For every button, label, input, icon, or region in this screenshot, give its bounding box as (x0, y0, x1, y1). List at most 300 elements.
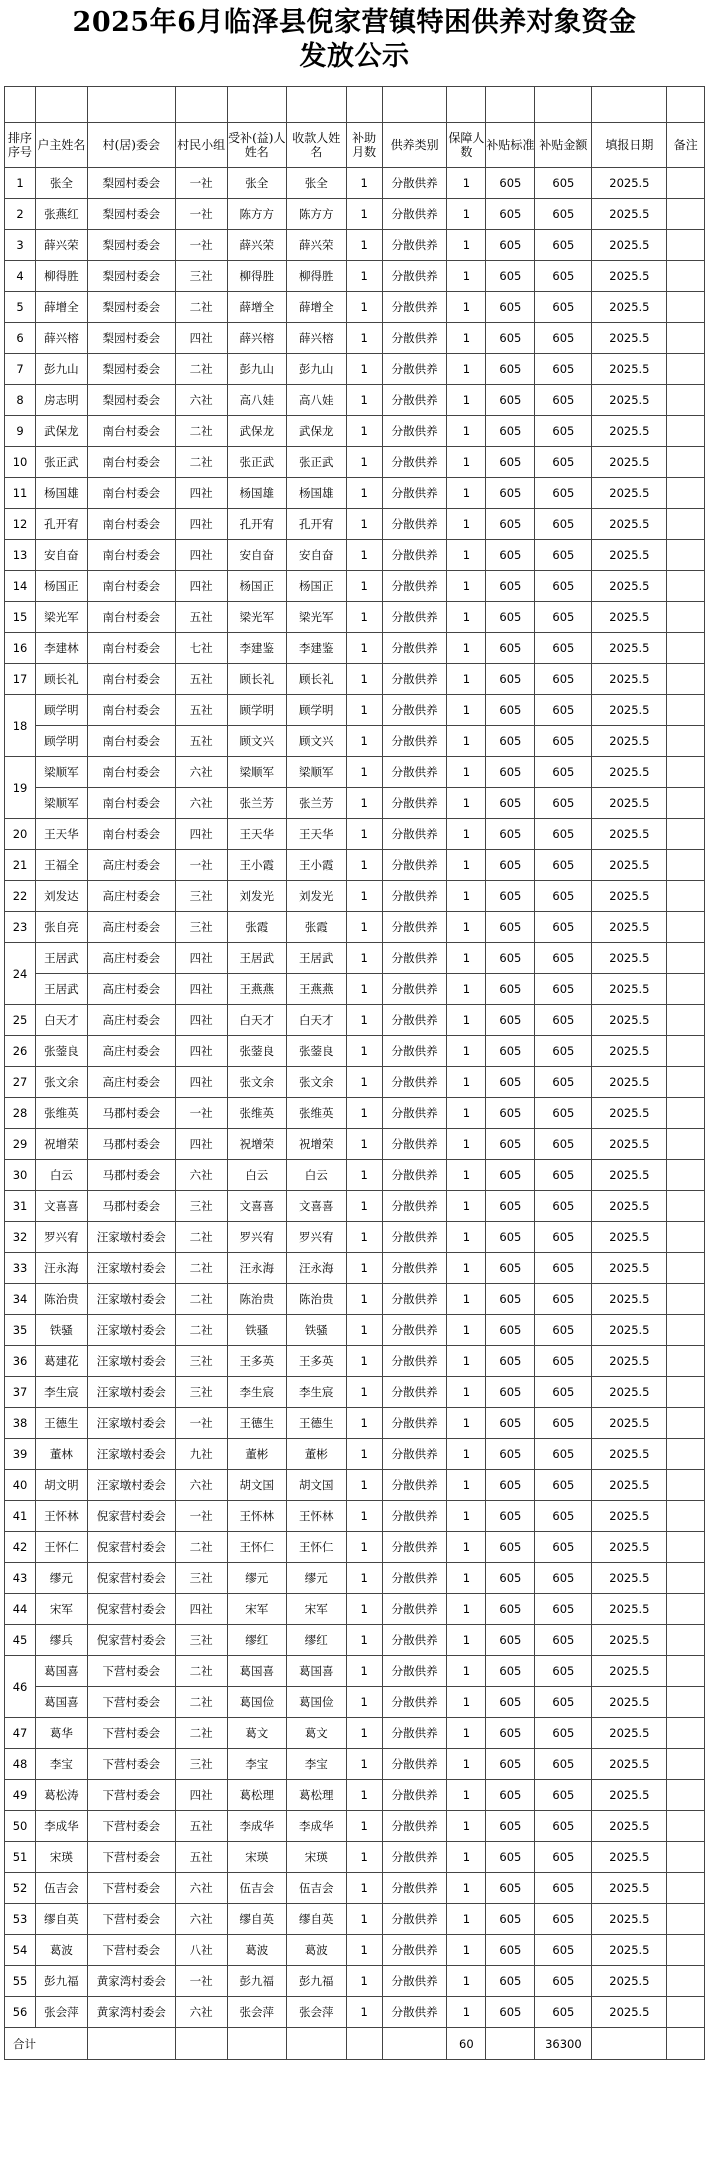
cell-category: 分散供养 (382, 1191, 447, 1222)
cell-standard: 605 (486, 261, 535, 292)
cell-seq: 28 (5, 1098, 36, 1129)
cell-head: 顾长礼 (36, 664, 88, 695)
cell-date: 2025.5 (592, 1501, 667, 1532)
cell-standard: 605 (486, 168, 535, 199)
cell-standard: 605 (486, 1191, 535, 1222)
cell-standard: 605 (486, 664, 535, 695)
cell-standard: 605 (486, 416, 535, 447)
cell-payee: 董彬 (287, 1439, 347, 1470)
cell-group: 四社 (175, 509, 227, 540)
cell-village: 下营村委会 (87, 1904, 175, 1935)
cell-village: 高庄村委会 (87, 912, 175, 943)
cell-group: 一社 (175, 1501, 227, 1532)
cell-payee: 高八娃 (287, 385, 347, 416)
cell-note (667, 819, 705, 850)
cell-category: 分散供养 (382, 1625, 447, 1656)
cell-payee: 张蓥良 (287, 1036, 347, 1067)
cell-seq: 12 (5, 509, 36, 540)
cell-category: 分散供养 (382, 385, 447, 416)
cell-persons: 1 (447, 664, 486, 695)
cell-village: 马郡村委会 (87, 1191, 175, 1222)
cell-months: 1 (346, 1036, 382, 1067)
cell-persons: 1 (447, 199, 486, 230)
cell-head: 董林 (36, 1439, 88, 1470)
cell-seq: 1 (5, 168, 36, 199)
cell-seq: 22 (5, 881, 36, 912)
cell-group: 三社 (175, 1749, 227, 1780)
cell-payee: 杨国雄 (287, 478, 347, 509)
total-empty-cell (667, 2028, 705, 2060)
cell-group: 三社 (175, 261, 227, 292)
cell-standard: 605 (486, 1067, 535, 1098)
cell-beneficiary: 顾长礼 (227, 664, 287, 695)
cell-seq: 39 (5, 1439, 36, 1470)
cell-months: 1 (346, 1563, 382, 1594)
cell-note (667, 1470, 705, 1501)
cell-months: 1 (346, 416, 382, 447)
cell-village: 南台村委会 (87, 819, 175, 850)
cell-standard: 605 (486, 385, 535, 416)
total-empty-cell (486, 2028, 535, 2060)
cell-date: 2025.5 (592, 323, 667, 354)
cell-persons: 1 (447, 571, 486, 602)
cell-payee: 缪自英 (287, 1904, 347, 1935)
cell-date: 2025.5 (592, 1067, 667, 1098)
cell-head: 孔开宥 (36, 509, 88, 540)
cell-months: 1 (346, 385, 382, 416)
cell-months: 1 (346, 881, 382, 912)
cell-amount: 605 (535, 1811, 592, 1842)
cell-persons: 1 (447, 1718, 486, 1749)
cell-group: 四社 (175, 540, 227, 571)
cell-group: 二社 (175, 354, 227, 385)
cell-persons: 1 (447, 1222, 486, 1253)
cell-note (667, 571, 705, 602)
cell-category: 分散供养 (382, 850, 447, 881)
table-row (5, 292, 705, 323)
cell-persons: 1 (447, 509, 486, 540)
cell-months: 1 (346, 1098, 382, 1129)
table-row (5, 1036, 705, 1067)
cell-note (667, 1222, 705, 1253)
cell-group: 五社 (175, 1842, 227, 1873)
cell-persons: 1 (447, 261, 486, 292)
cell-persons: 1 (447, 1594, 486, 1625)
cell-date: 2025.5 (592, 261, 667, 292)
cell-group: 一社 (175, 1966, 227, 1997)
table-row (5, 509, 705, 540)
cell-note (667, 1532, 705, 1563)
cell-date: 2025.5 (592, 292, 667, 323)
cell-amount: 605 (535, 1284, 592, 1315)
cell-amount: 605 (535, 695, 592, 726)
cell-seq: 3 (5, 230, 36, 261)
cell-village: 南台村委会 (87, 540, 175, 571)
cell-head: 杨国雄 (36, 478, 88, 509)
cell-head: 薛增全 (36, 292, 88, 323)
table-row (5, 1067, 705, 1098)
cell-beneficiary: 李成华 (227, 1811, 287, 1842)
cell-beneficiary: 顾学明 (227, 695, 287, 726)
cell-head: 葛国喜 (36, 1656, 88, 1687)
cell-group: 五社 (175, 664, 227, 695)
cell-standard: 605 (486, 788, 535, 819)
cell-group: 六社 (175, 1997, 227, 2028)
cell-category: 分散供养 (382, 1377, 447, 1408)
cell-beneficiary: 张兰芳 (227, 788, 287, 819)
total-empty-cell (382, 2028, 447, 2060)
cell-persons: 1 (447, 385, 486, 416)
cell-amount: 605 (535, 1749, 592, 1780)
table-row (5, 416, 705, 447)
cell-persons: 1 (447, 1625, 486, 1656)
cell-months: 1 (346, 571, 382, 602)
cell-amount: 605 (535, 1005, 592, 1036)
cell-group: 六社 (175, 1873, 227, 1904)
header-row (5, 123, 705, 168)
cell-category: 分散供养 (382, 1532, 447, 1563)
cell-date: 2025.5 (592, 788, 667, 819)
cell-payee: 薛兴荣 (287, 230, 347, 261)
cell-months: 1 (346, 1656, 382, 1687)
cell-payee: 伍吉会 (287, 1873, 347, 1904)
cell-persons: 1 (447, 447, 486, 478)
cell-date: 2025.5 (592, 1129, 667, 1160)
cell-months: 1 (346, 1470, 382, 1501)
cell-persons: 1 (447, 1749, 486, 1780)
cell-head: 白天才 (36, 1005, 88, 1036)
column-header: 收款人姓名 (287, 123, 347, 168)
cell-months: 1 (346, 292, 382, 323)
cell-note (667, 1439, 705, 1470)
cell-date: 2025.5 (592, 1284, 667, 1315)
table-row (5, 385, 705, 416)
cell-seq: 56 (5, 1997, 36, 2028)
cell-category: 分散供养 (382, 1036, 447, 1067)
cell-date: 2025.5 (592, 1718, 667, 1749)
cell-village: 下营村委会 (87, 1935, 175, 1966)
cell-head: 汪永海 (36, 1253, 88, 1284)
cell-standard: 605 (486, 850, 535, 881)
cell-beneficiary: 张正武 (227, 447, 287, 478)
table-row (5, 943, 705, 974)
table-row (5, 354, 705, 385)
cell-months: 1 (346, 1904, 382, 1935)
cell-persons: 1 (447, 1098, 486, 1129)
cell-beneficiary: 薛兴荣 (227, 230, 287, 261)
cell-payee: 张霞 (287, 912, 347, 943)
cell-payee: 王小霞 (287, 850, 347, 881)
cell-village: 下营村委会 (87, 1656, 175, 1687)
cell-note (667, 1997, 705, 2028)
cell-months: 1 (346, 447, 382, 478)
cell-group: 二社 (175, 1532, 227, 1563)
cell-date: 2025.5 (592, 1346, 667, 1377)
cell-head: 葛波 (36, 1935, 88, 1966)
cell-village: 倪家营村委会 (87, 1563, 175, 1594)
cell-seq: 48 (5, 1749, 36, 1780)
table-row (5, 1005, 705, 1036)
total-row (5, 2028, 705, 2060)
cell-amount: 605 (535, 1408, 592, 1439)
cell-months: 1 (346, 1625, 382, 1656)
cell-group: 四社 (175, 1594, 227, 1625)
cell-group: 一社 (175, 1098, 227, 1129)
cell-group: 二社 (175, 1687, 227, 1718)
cell-category: 分散供养 (382, 1470, 447, 1501)
cell-persons: 1 (447, 416, 486, 447)
cell-months: 1 (346, 1811, 382, 1842)
cell-persons: 1 (447, 633, 486, 664)
cell-village: 高庄村委会 (87, 850, 175, 881)
cell-head: 张燕红 (36, 199, 88, 230)
cell-category: 分散供养 (382, 323, 447, 354)
cell-group: 五社 (175, 726, 227, 757)
cell-beneficiary: 董彬 (227, 1439, 287, 1470)
table-row (5, 881, 705, 912)
cell-category: 分散供养 (382, 1687, 447, 1718)
cell-standard: 605 (486, 1160, 535, 1191)
cell-seq: 17 (5, 664, 36, 695)
cell-group: 二社 (175, 1315, 227, 1346)
total-empty-cell (87, 2028, 175, 2060)
cell-persons: 1 (447, 1501, 486, 1532)
cell-village: 梨园村委会 (87, 292, 175, 323)
cell-village: 南台村委会 (87, 726, 175, 757)
cell-payee: 李宝 (287, 1749, 347, 1780)
cell-seq: 14 (5, 571, 36, 602)
cell-months: 1 (346, 1408, 382, 1439)
cell-head: 陈治贵 (36, 1284, 88, 1315)
cell-standard: 605 (486, 1439, 535, 1470)
cell-category: 分散供养 (382, 1656, 447, 1687)
cell-head: 宋军 (36, 1594, 88, 1625)
cell-beneficiary: 汪永海 (227, 1253, 287, 1284)
table-row (5, 602, 705, 633)
cell-months: 1 (346, 1191, 382, 1222)
cell-seq: 30 (5, 1160, 36, 1191)
cell-payee: 彭九山 (287, 354, 347, 385)
cell-head: 梁光军 (36, 602, 88, 633)
cell-village: 高庄村委会 (87, 1036, 175, 1067)
cell-persons: 1 (447, 1687, 486, 1718)
cell-note (667, 1656, 705, 1687)
cell-note (667, 168, 705, 199)
cell-seq: 5 (5, 292, 36, 323)
cell-head: 张会萍 (36, 1997, 88, 2028)
total-amount: 36300 (535, 2028, 592, 2060)
cell-note (667, 881, 705, 912)
cell-group: 五社 (175, 1811, 227, 1842)
cell-payee: 王怀仁 (287, 1532, 347, 1563)
cell-head: 王怀仁 (36, 1532, 88, 1563)
cell-category: 分散供养 (382, 1780, 447, 1811)
cell-months: 1 (346, 168, 382, 199)
cell-beneficiary: 葛国俭 (227, 1687, 287, 1718)
cell-group: 四社 (175, 1129, 227, 1160)
cell-note (667, 1904, 705, 1935)
cell-payee: 白云 (287, 1160, 347, 1191)
cell-head: 文喜喜 (36, 1191, 88, 1222)
cell-persons: 1 (447, 168, 486, 199)
column-header: 保障人数 (447, 123, 486, 168)
cell-village: 南台村委会 (87, 571, 175, 602)
cell-note (667, 1160, 705, 1191)
cell-amount: 605 (535, 664, 592, 695)
cell-seq: 25 (5, 1005, 36, 1036)
cell-village: 汪家墩村委会 (87, 1253, 175, 1284)
cell-date: 2025.5 (592, 1997, 667, 2028)
cell-standard: 605 (486, 1780, 535, 1811)
cell-standard: 605 (486, 1563, 535, 1594)
cell-seq: 38 (5, 1408, 36, 1439)
cell-note (667, 1346, 705, 1377)
cell-date: 2025.5 (592, 1036, 667, 1067)
cell-category: 分散供养 (382, 416, 447, 447)
table-row (5, 261, 705, 292)
cell-beneficiary: 武保龙 (227, 416, 287, 447)
cell-beneficiary: 梁光军 (227, 602, 287, 633)
total-persons: 60 (447, 2028, 486, 2060)
cell-head: 张正武 (36, 447, 88, 478)
cell-head: 李建林 (36, 633, 88, 664)
column-header: 补贴金额 (535, 123, 592, 168)
cell-amount: 605 (535, 1315, 592, 1346)
cell-seq: 42 (5, 1532, 36, 1563)
cell-amount: 605 (535, 292, 592, 323)
cell-note (667, 1315, 705, 1346)
cell-group: 一社 (175, 230, 227, 261)
page-title-line2: 发放公示 (299, 41, 410, 72)
table-row (5, 850, 705, 881)
cell-persons: 1 (447, 540, 486, 571)
cell-village: 马郡村委会 (87, 1129, 175, 1160)
cell-amount: 605 (535, 509, 592, 540)
cell-note (667, 509, 705, 540)
cell-note (667, 1191, 705, 1222)
cell-note (667, 1067, 705, 1098)
cell-amount: 605 (535, 447, 592, 478)
cell-amount: 605 (535, 1036, 592, 1067)
cell-category: 分散供养 (382, 292, 447, 323)
cell-beneficiary: 葛波 (227, 1935, 287, 1966)
cell-date: 2025.5 (592, 1532, 667, 1563)
cell-standard: 605 (486, 1346, 535, 1377)
column-header: 补贴标准 (486, 123, 535, 168)
cell-beneficiary: 李生宸 (227, 1377, 287, 1408)
cell-beneficiary: 薛兴榕 (227, 323, 287, 354)
cell-amount: 605 (535, 974, 592, 1005)
cell-date: 2025.5 (592, 1625, 667, 1656)
cell-head: 罗兴宥 (36, 1222, 88, 1253)
cell-note (667, 1594, 705, 1625)
cell-persons: 1 (447, 974, 486, 1005)
cell-category: 分散供养 (382, 1718, 447, 1749)
cell-category: 分散供养 (382, 168, 447, 199)
cell-group: 六社 (175, 757, 227, 788)
table-row (5, 633, 705, 664)
cell-category: 分散供养 (382, 881, 447, 912)
cell-group: 三社 (175, 1191, 227, 1222)
column-header: 户主姓名 (36, 123, 88, 168)
cell-payee: 梁光军 (287, 602, 347, 633)
cell-note (667, 1718, 705, 1749)
cell-amount: 605 (535, 1191, 592, 1222)
cell-standard: 605 (486, 1811, 535, 1842)
cell-note (667, 1811, 705, 1842)
cell-date: 2025.5 (592, 819, 667, 850)
cell-payee: 孔开宥 (287, 509, 347, 540)
cell-beneficiary: 彭九山 (227, 354, 287, 385)
cell-category: 分散供养 (382, 1966, 447, 1997)
cell-village: 梨园村委会 (87, 385, 175, 416)
cell-standard: 605 (486, 1005, 535, 1036)
table-row (5, 540, 705, 571)
total-empty-cell (592, 2028, 667, 2060)
cell-date: 2025.5 (592, 1098, 667, 1129)
cell-group: 二社 (175, 1284, 227, 1315)
cell-months: 1 (346, 1501, 382, 1532)
table-row (5, 1439, 705, 1470)
cell-group: 三社 (175, 881, 227, 912)
cell-persons: 1 (447, 1904, 486, 1935)
cell-seq: 9 (5, 416, 36, 447)
cell-months: 1 (346, 230, 382, 261)
cell-date: 2025.5 (592, 664, 667, 695)
cell-standard: 605 (486, 1315, 535, 1346)
cell-persons: 1 (447, 1036, 486, 1067)
cell-amount: 605 (535, 912, 592, 943)
cell-payee: 胡文国 (287, 1470, 347, 1501)
cell-seq: 24 (5, 943, 36, 1005)
cell-group: 四社 (175, 571, 227, 602)
table-row (5, 1346, 705, 1377)
cell-note (667, 292, 705, 323)
cell-seq: 43 (5, 1563, 36, 1594)
cell-persons: 1 (447, 819, 486, 850)
cell-beneficiary: 陈治贵 (227, 1284, 287, 1315)
cell-months: 1 (346, 323, 382, 354)
total-empty-cell (346, 2028, 382, 2060)
cell-date: 2025.5 (592, 385, 667, 416)
cell-village: 倪家营村委会 (87, 1625, 175, 1656)
cell-months: 1 (346, 1253, 382, 1284)
cell-note (667, 1284, 705, 1315)
cell-group: 二社 (175, 1656, 227, 1687)
cell-head: 武保龙 (36, 416, 88, 447)
cell-date: 2025.5 (592, 1470, 667, 1501)
cell-standard: 605 (486, 1904, 535, 1935)
cell-seq: 37 (5, 1377, 36, 1408)
cell-head: 张自亮 (36, 912, 88, 943)
cell-village: 梨园村委会 (87, 230, 175, 261)
cell-months: 1 (346, 1222, 382, 1253)
cell-persons: 1 (447, 1873, 486, 1904)
cell-group: 二社 (175, 292, 227, 323)
cell-standard: 605 (486, 1594, 535, 1625)
cell-category: 分散供养 (382, 1315, 447, 1346)
cell-village: 高庄村委会 (87, 881, 175, 912)
cell-category: 分散供养 (382, 230, 447, 261)
cell-persons: 1 (447, 1935, 486, 1966)
cell-head: 葛建花 (36, 1346, 88, 1377)
cell-seq: 23 (5, 912, 36, 943)
cell-standard: 605 (486, 1687, 535, 1718)
cell-beneficiary: 张蓥良 (227, 1036, 287, 1067)
cell-amount: 605 (535, 1222, 592, 1253)
cell-seq: 41 (5, 1501, 36, 1532)
table-row (5, 1997, 705, 2028)
